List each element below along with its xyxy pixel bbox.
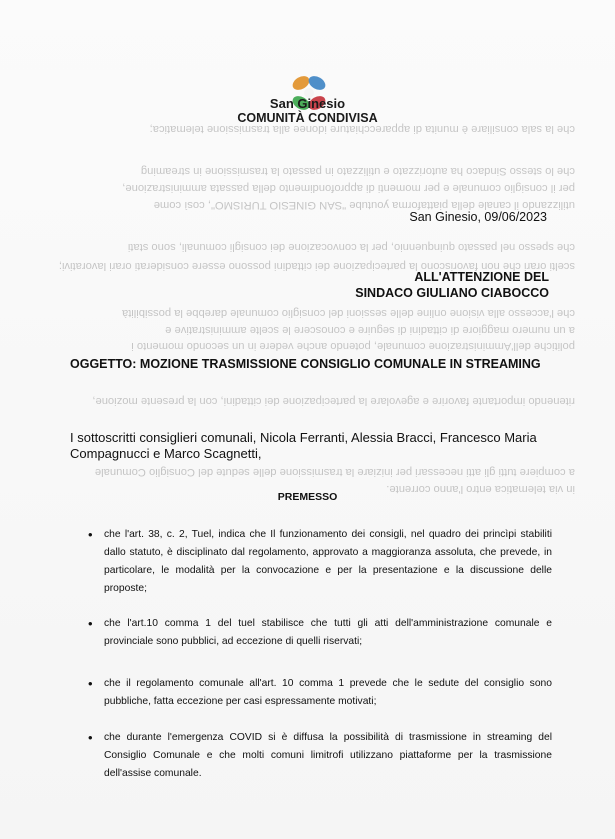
bullet-icon: •: [88, 616, 93, 631]
date-line: San Ginesio, 09/06/2023: [409, 210, 547, 224]
bullet-icon: •: [88, 730, 93, 745]
attention-line-1: ALL'ATTENZIONE DEL: [414, 270, 549, 284]
bleed-through-line: utilizzando il canale della piattaforma youtube "SAN GINESIO TURISMO", così come: [153, 199, 575, 211]
letterhead-line-2: COMUNITÀ CONDIVISA: [237, 111, 378, 125]
bleed-through-line: a un numero maggiore di cittadini di seguire e conoscere le scelte amministrative e: [165, 324, 575, 336]
intro-paragraph: I sottoscritti consiglieri comunali, Nicola Ferranti, Alessia Bracci, Francesco Maria Compagnucci e Marco Scagnetti,: [70, 430, 537, 461]
bleed-through-line: che spesso nel passato quinquennio, per la convocazione dei consigli comunali, sono stati: [127, 241, 575, 253]
list-item-text: che durante l'emergenza COVID si è diffusa la possibilità di trasmissione in streaming del Consiglio Comunale e che molti comuni limitrofi utilizzano piattaforme per la trasmissione dell'assise comunale.: [104, 732, 552, 779]
bleed-through-line: ritenendo importante favorire e agevolare la partecipazione dei cittadini, con la presente mozione,: [92, 395, 575, 407]
bleed-through-line: politiche dell'Amministrazione comunale, potendo anche vedere in un secondo momento i: [131, 340, 575, 352]
list-item: [90, 675, 552, 711]
list-item: [90, 526, 552, 598]
bleed-through-line: per il consiglio comunale e per momenti di approfondimento della passata amministrazione,: [122, 182, 575, 194]
list-item: [90, 729, 552, 783]
bleed-through-line: che lo stesso Sindaco ha autorizzato e utilizzato in passato la trasmissione in streaming: [140, 165, 575, 177]
list-item-text: che l'art. 38, c. 2, Tuel, indica che Il funzionamento dei consigli, nel quadro dei princìpi stabiliti dallo statuto, è disciplinato dal regolamento, approvato a maggioranza assoluta, che prevede, in particolare, le modalità per la convocazione e per la presentazione e la discussione delle proposte;: [104, 529, 552, 594]
letterhead-line-1: San Ginesio: [269, 96, 346, 111]
list-item-text: che l'art.10 comma 1 del tuel stabilisce che tutti gli atti dell'amministrazione comunale e provinciale sono pubblici, ad eccezione di quelli riservati;: [104, 618, 552, 647]
subject-line: OGGETTO: MOZIONE TRASMISSIONE CONSIGLIO COMUNALE IN STREAMING: [70, 357, 541, 371]
bleed-through-line: che l'accesso alla visione online delle sessioni del consiglio comunale darebbe la possibilità: [121, 307, 575, 319]
bullet-icon: •: [88, 527, 93, 542]
bleed-through-line: in via telematica entro l'anno corrente.: [386, 483, 575, 495]
bleed-through-line: che la sala consiliare è munita di apparecchiature idonee alla trasmissione telematica;: [149, 123, 575, 135]
section-heading: PREMESSO: [277, 491, 338, 503]
bullet-icon: •: [88, 676, 93, 691]
list-item-text: che il regolamento comunale all'art. 10 comma 1 prevede che le sedute del consiglio sono pubbliche, fatta eccezione per casi espressamente motivati;: [104, 678, 552, 707]
bleed-through-line: scelti orari che non favoriscono la partecipazione dei cittadini possono essere considerati orari lavorativi;: [58, 260, 575, 272]
attention-line-2: SINDACO GIULIANO CIABOCCO: [355, 286, 549, 300]
list-item: [90, 615, 552, 651]
bleed-through-line: a compiere tutti gli atti necessari per iniziare la trasmissione delle sedute del Consiglio Comunale: [94, 466, 575, 478]
